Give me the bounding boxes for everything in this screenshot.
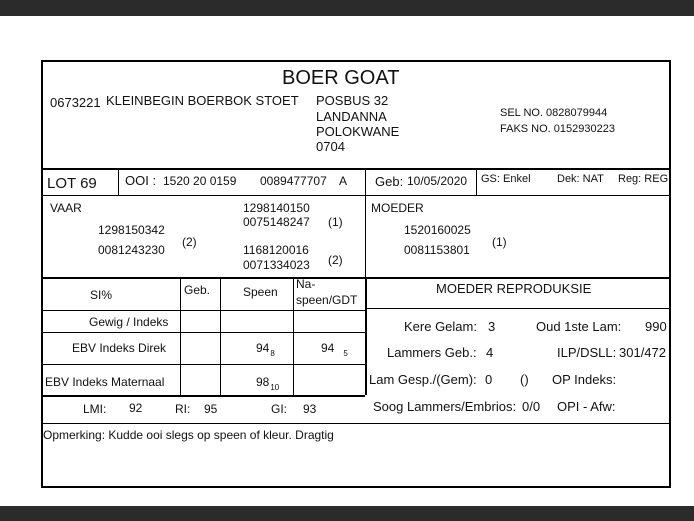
- geb-date: 10/05/2020: [407, 174, 468, 188]
- ooi-id: 1520 20 0159: [163, 174, 237, 188]
- grandsire-1-id: 1298140150: [243, 201, 310, 215]
- grandsire-2-mark: (2): [328, 253, 343, 267]
- soog-label: Soog Lammers/Embrios:: [373, 399, 517, 414]
- sire-mark: (2): [182, 235, 197, 249]
- kere-value: 3: [488, 319, 496, 334]
- repro-title: MOEDER REPRODUKSIE: [436, 281, 592, 296]
- si-col-line-1: [180, 277, 181, 395]
- opi-label: OPI - Afw:: [557, 399, 616, 414]
- ri-value: 95: [204, 402, 218, 416]
- geb-label: Geb:: [375, 174, 404, 189]
- breed-title: BOER GOAT: [282, 67, 400, 89]
- gs-value: GS: Enkel: [481, 173, 531, 185]
- remarks: Opmerking: Kudde ooi slegs op speen of kleur. Dragtig: [43, 428, 334, 442]
- direk-speen: $94_8$: [256, 341, 275, 358]
- row-gewig: Gewig / Indeks: [89, 315, 169, 329]
- page: [0, 16, 694, 506]
- row-direk: EBV Indeks Direk: [72, 341, 167, 355]
- gesp-label: Lam Gesp./(Gem):: [369, 372, 477, 387]
- sire-tag: 0081243230: [98, 243, 165, 257]
- grandsire-1-tag: 0075148247: [243, 215, 310, 229]
- si-row-line-4: [43, 395, 365, 397]
- divider-pedigree: [365, 195, 366, 278]
- si-header: SI%: [90, 288, 113, 302]
- divider-header: [43, 168, 669, 170]
- lmi-value: 92: [129, 401, 143, 415]
- ooi-label: OOI :: [125, 173, 157, 188]
- lot-card: [41, 60, 671, 488]
- dam-mark: (1): [492, 235, 507, 249]
- ooi-tag: 0089477707: [260, 174, 327, 188]
- dam-id: 1520160025: [404, 223, 471, 237]
- grandsire-2-id: 1168120016: [243, 243, 309, 257]
- grandsire-2-tag: 0071334023: [243, 258, 310, 272]
- row-maternaal: EBV Indeks Maternaal: [45, 375, 165, 389]
- oud-label: Oud 1ste Lam:: [536, 319, 622, 334]
- direk-naspeen: 94 $_5$: [321, 341, 348, 358]
- divider-gs: [476, 168, 477, 195]
- col-naspeen-2: speen/GDT: [296, 293, 358, 307]
- faks-number: FAKS NO. 0152930223: [500, 123, 615, 135]
- lot-number: LOT 69: [47, 175, 97, 192]
- vaar-label: VAAR: [50, 201, 82, 215]
- breeder-name: KLEINBEGIN BOERBOK STOET: [106, 93, 299, 108]
- address-line-4: 0704: [316, 139, 345, 154]
- dek-value: Dek: NAT: [557, 173, 604, 185]
- sire-id: 1298150342: [98, 223, 165, 237]
- col-geb: Geb.: [184, 283, 211, 297]
- si-row-line-1: [43, 310, 365, 311]
- divider-remarks: [43, 423, 669, 424]
- maternaal-speen: $98_{10}$: [256, 375, 280, 392]
- col-naspeen-1: Na-: [296, 277, 316, 291]
- divider-repro-title: [365, 308, 669, 309]
- lammers-value: 4: [486, 345, 494, 360]
- si-row-line-3: [43, 364, 365, 365]
- moeder-label: MOEDER: [371, 201, 424, 215]
- kere-label: Kere Gelam:: [404, 319, 477, 334]
- dam-tag: 0081153801: [404, 243, 470, 257]
- divider-pedigree-row: [43, 277, 669, 279]
- breeder-id: 0673221: [50, 95, 101, 110]
- address-line-1: POSBUS 32: [316, 93, 389, 108]
- address-line-2: LANDANNA: [316, 109, 387, 124]
- grandsire-1-mark: (1): [328, 215, 343, 229]
- gi-value: 93: [303, 402, 317, 416]
- si-row-line-2: [43, 332, 365, 333]
- si-col-line-2: [220, 277, 221, 395]
- gem-value: (): [520, 372, 529, 387]
- ilp-label: ILP/DSLL:: [557, 345, 617, 360]
- divider-si-repro: [365, 277, 367, 395]
- gi-label: GI:: [271, 402, 288, 416]
- address-line-3: POLOKWANE: [316, 124, 400, 139]
- col-speen: Speen: [243, 285, 278, 299]
- reg-value: Reg: REG: [618, 173, 669, 185]
- ooi-class: A: [339, 174, 348, 188]
- lammers-label: Lammers Geb.:: [387, 345, 477, 360]
- ilp-value: 301/472: [619, 345, 666, 360]
- ri-label: RI:: [175, 402, 191, 416]
- divider-lot: [118, 168, 119, 195]
- oud-value: 990: [645, 319, 667, 334]
- gesp-value: 0: [485, 372, 493, 387]
- si-col-line-3: [293, 277, 294, 395]
- divider-geb: [365, 168, 366, 195]
- soog-value: 0/0: [522, 399, 541, 414]
- lmi-label: LMI:: [83, 402, 107, 416]
- sel-number: SEL NO. 0828079944: [500, 107, 608, 119]
- op-indeks-label: OP Indeks:: [552, 372, 617, 387]
- divider-lot-row: [43, 195, 669, 196]
